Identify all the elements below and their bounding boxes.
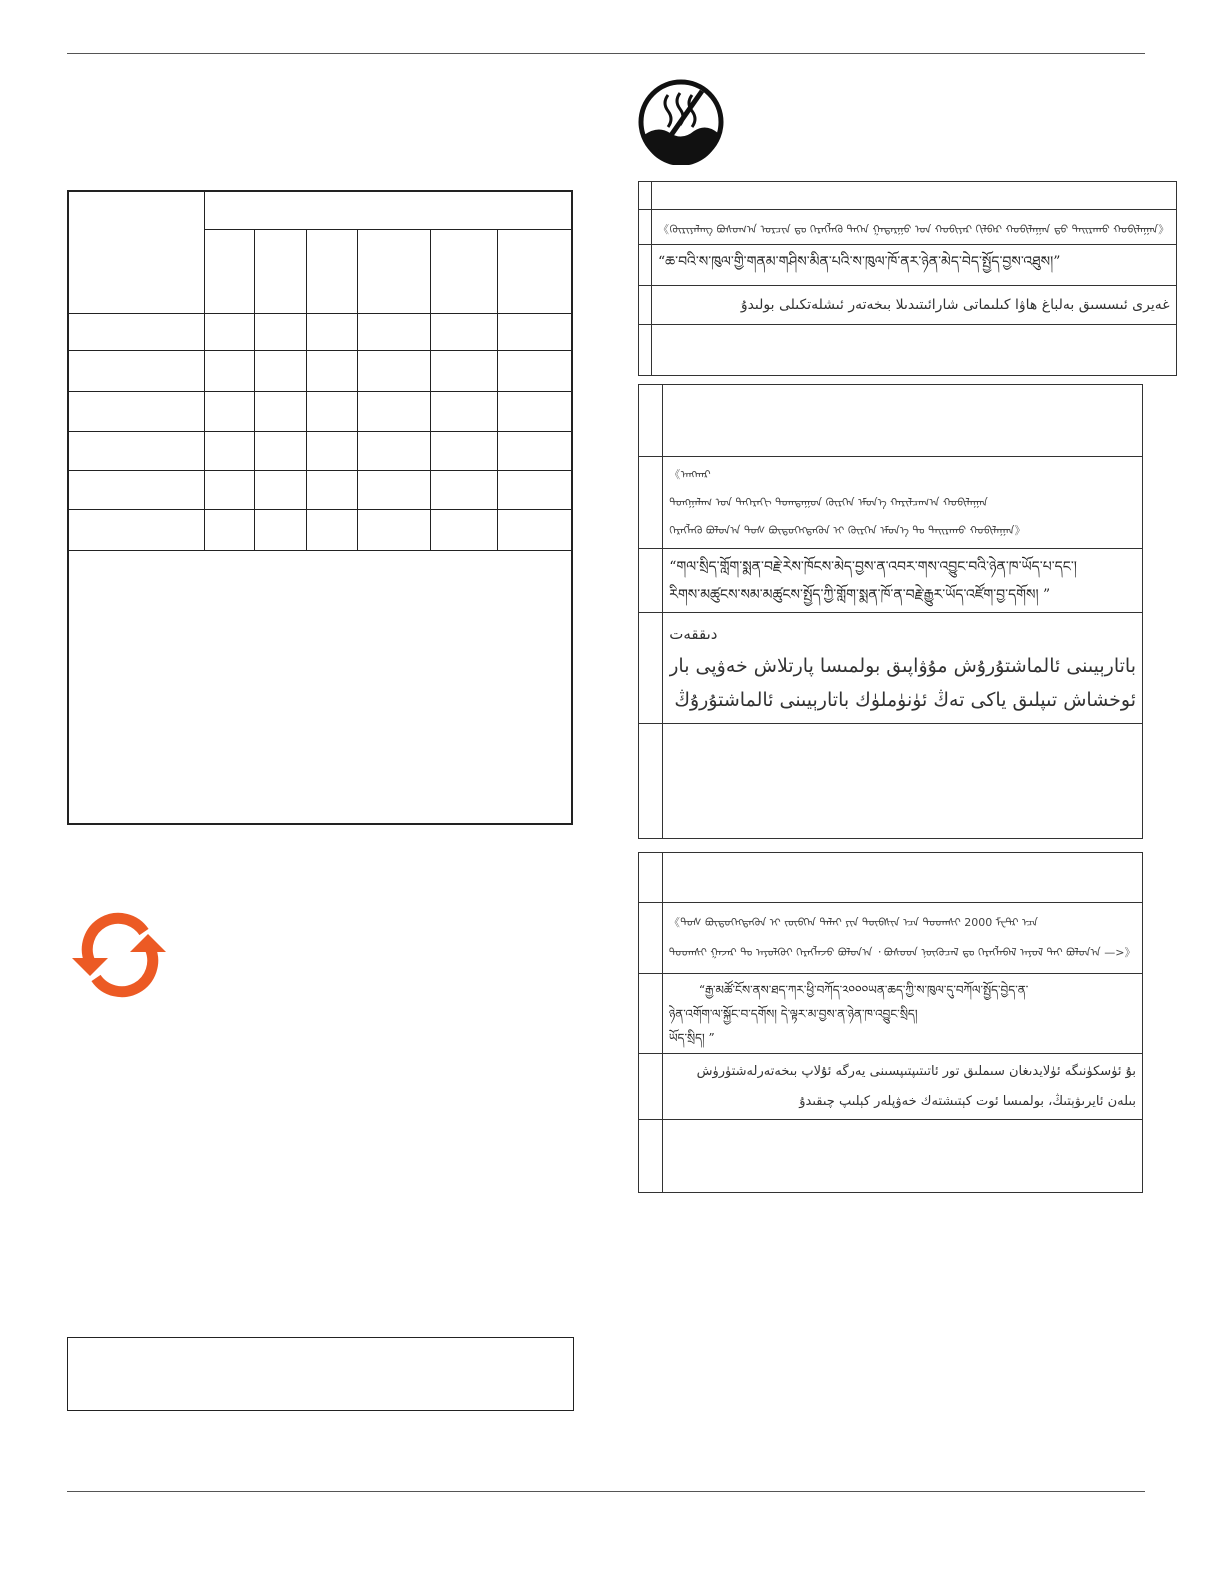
table-row	[68, 313, 572, 350]
tibetan-text: “ཆ་བའི་ས་ཁུལ་གྱི་གནམ་གཤིས་མིན་པའི་ས་ཁུལ་ཁོ་ནར་ཉེན་མེད་བེད་སྤྱོད་བྱས་འཐུས།”	[658, 254, 1061, 270]
no-water-environment-icon	[638, 79, 724, 165]
notice-box	[67, 1337, 574, 1411]
table-header-substances	[204, 191, 572, 229]
efup-recycle-icon	[70, 910, 170, 1000]
table-header-cell	[254, 229, 306, 313]
table-row	[68, 431, 572, 470]
mongolian-text: 《ᠠᠩᠬᠠᠷ	[669, 467, 711, 481]
tibetan-text: “རྒྱ་མཚོ་ངོས་ནས་ཐད་ཀར་ཕྱི་བཀོད་༢༠༠༠ཡན་ཆད་ཀྱི་ས་ཁུལ་དུ་བཀོལ་སྤྱོད་བྱེད་ན་	[698, 982, 1029, 997]
uyghur-text: باتارېيىنى ئالماشتۇرۇش مۇۋاپىق بولمىسا پارتلاش خەۋپى بار	[669, 655, 1136, 677]
uyghur-text: غەيرى ئىسسىق بەلباغ ھاۋا كىلىماتى شارائىتىدىلا بىخەتەر ئىشلەتكىلى بولىدۇ	[740, 297, 1170, 313]
tibetan-text: ཉེན་འགོག་ལ་སྐྱོང་བ་དགོས། དེ་ལྟར་མ་བྱས་ན་ཉེན་ཁ་འབྱུང་སྲིད།	[668, 1006, 918, 1021]
table-header-cell	[430, 229, 497, 313]
table-row	[68, 350, 572, 391]
altitude-warning-table	[638, 852, 1143, 1193]
table-header-cell	[357, 229, 430, 313]
table-header-cell	[306, 229, 357, 313]
mongolian-text: ᠲᠤᠩᠭᠠᠯᠠᠭ ᠤᠨ ᠳᠡᠭᠡᠷᠡᠬᠢ ᠲᠣᠭᠲᠠᠭᠤᠨ ᠬᠦᠷᠬᠡᠨ ᠡᠮᠦᠨ᠎ᠡ ᠬᠠᠷᠢᠯᠴᠠᠭ᠎ᠠ ᠬᠤᠪᠢᠯᠠᠭᠠᠨ	[669, 495, 988, 509]
battery-warning-table	[638, 384, 1143, 839]
mongolian-text: ᠬᠡᠷᠡᠭᠯᠡᠬᠦ ᠪᠤᠯᠤᠨ᠎ᠠ ᠲᠤᠰ ᠪᠦᠲᠦᠭᠡᠭᠳᠡᠬᠦᠨ ᠢ ᠬᠦᠷᠬᠡᠨ ᠡᠮᠦᠨ᠎ᠡ ᠲᠤ ᠲᠠᠢᠷᠠᠬᠤ ᠬᠤᠪᠢᠯᠠᠭᠠᠨ》	[669, 523, 1026, 537]
mongolian-text: 《ᠬᠦᠷᠢᠶᠡᠯᠡᠩ ᠪᠣᠰᠤᠭ᠎ᠠ ᠤᠷᠴᠢᠨ ᠳᠤ ᠬᠡᠷᠡᠭᠯᠡᠬᠦ ᠳᠡᠭᠡᠨ ᠭᠠᠳᠠᠷᠭᠤ ᠤᠨ ᠬᠤᠪᠢᠶᠠᠷ ᠬᠢᠯᠪᠠᠷ ᠬᠤᠪᠢᠯᠠᠭᠠᠨ ᠳ᠋ᠤ ᠲᠠᠢᠷᠠᠬᠤ ᠬᠤᠪᠢᠯᠠᠭᠠᠨ》	[658, 222, 1170, 236]
tibetan-text: རིགས་མཚུངས་སམ་མཚུངས་སྤྱོད་ཀྱི་གློག་སྨན་ཁོ་ན་བརྗེ་རྒྱུར་ཡོད་འཛོག་བྱ་དགོས། ”	[669, 586, 1051, 603]
mongolian-text: ᠳᠣᠣᠭᠰᠢ ᠭᠠᠵᠠᠷ ᠲᠤ ᠠᠶᠤᠯᠭᠦᠢ ᠬᠡᠷᠡᠭᠯᠡᠵᠦ ᠪᠣᠯᠣᠨ᠎ᠠ ᠂ ᠪᠤᠰᠤᠳ ᠨᠥᠬᠦᠴᠡᠯ ᠳᠤ ᠬᠡᠷᠡᠭᠯᠡᠪᠡᠯ ᠠᠶᠤᠯ ᠲᠠᠢ ᠪᠣᠯᠣᠨ᠎ᠠ —>》	[668, 946, 1136, 959]
table-header-cell	[204, 229, 254, 313]
table-notes-row	[68, 550, 572, 824]
table-row	[68, 391, 572, 431]
uyghur-text: ئوخشاش تىپلىق ياكى تەڭ ئۈنۈملۈك باتارېيىنى ئالماشتۇرۇڭ	[674, 689, 1136, 711]
mongolian-text: 《ᠲᠤᠰ ᠪᠦᠲᠦᠭᠡᠭᠳᠡᠬᠦᠨ ᠢ ᠵᠦᠪᠬᠡᠨ ᠳᠠᠯᠠᠢ ᠶᠢᠨ ᠲᠦᠪᠰᠢᠨ ᠡᠴᠡ ᠳᠣᠣᠭᠰᠢ 2000 ᠮᠧᠲ᠋ᠷ ᠡᠴᠡ	[668, 916, 1038, 929]
uyghur-title: دىققەت	[669, 625, 718, 643]
hazardous-substances-table	[67, 190, 573, 825]
tibetan-text: ཡོད་སྲིད། ”	[668, 1030, 715, 1045]
uyghur-text: بۇ ئۈسكۈنىگە ئۈلايدىغان سىملىق تور ئاتىتىپتىپسىنى يەرگە ئۇلاپ بىخەتەرلەشتۈرۈش	[696, 1063, 1136, 1079]
uyghur-text: بىلەن ئايرىۋېتىڭ، بولمىسا ئوت كېتىشتەك خەۋپلەر كېلىپ چىقىدۇ	[799, 1093, 1136, 1109]
footer-rule	[67, 1491, 1145, 1492]
table-header-part	[68, 191, 204, 313]
tibetan-text: “གལ་སྲིད་གློག་སྨན་བརྗེ་རེས་ཁོངས་མེད་བྱས་ན་འབར་གས་འབྱུང་བའི་ཉེན་ཁ་ཡོད་པ་དང་།	[669, 558, 1077, 575]
non-tropical-warning-table	[638, 181, 1177, 376]
table-row	[68, 509, 572, 550]
table-header-cell	[497, 229, 572, 313]
table-row	[68, 470, 572, 509]
header-rule	[67, 53, 1145, 54]
